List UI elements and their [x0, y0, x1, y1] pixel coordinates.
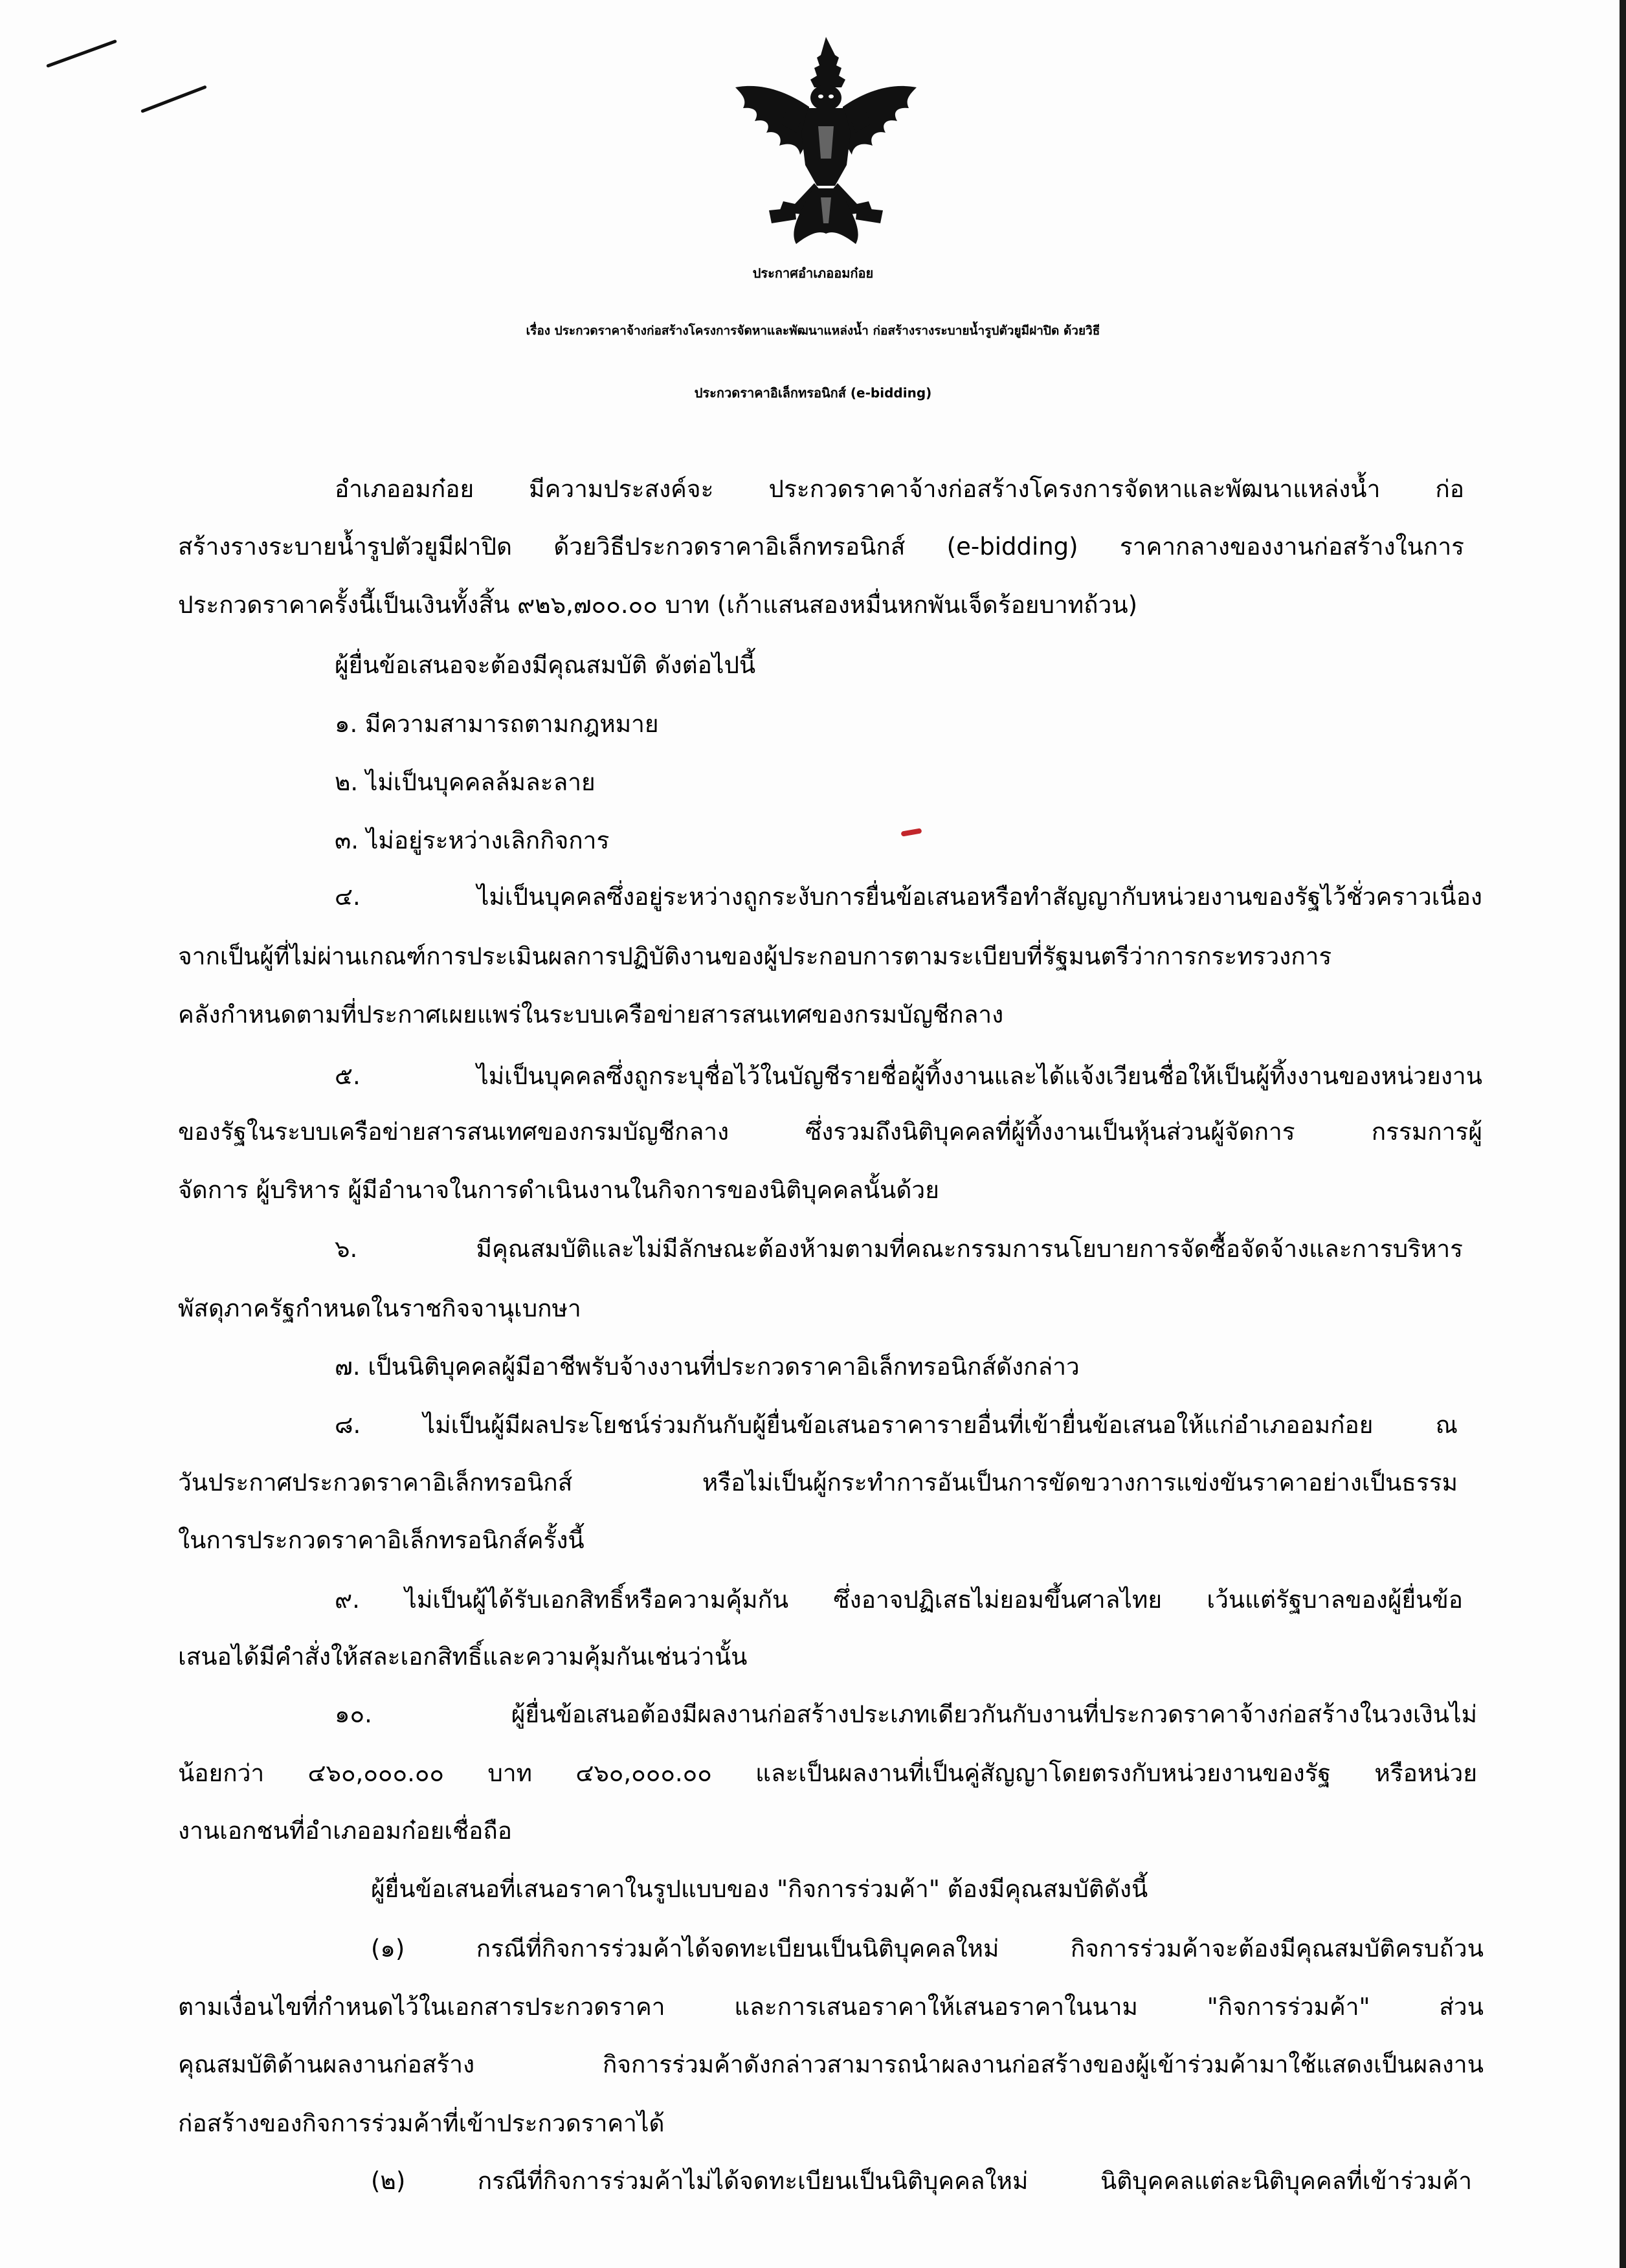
body-line: ๑๐. ผู้ยื่นข้อเสนอต้องมีผลงานก่อสร้างประเภทเดียวกันกับงานที่ประกวดราคาจ้างก่อสร้างในวงเงินไม่ — [335, 1700, 1477, 1728]
red-ink-mark — [901, 828, 922, 836]
body-line: (๒) กรณีที่กิจการร่วมค้าไม่ได้จดทะเบียนเป็นนิติบุคคลใหม่ นิติบุคคลแต่ละนิติบุคคลที่เข้าร่วมค้า — [371, 2167, 1472, 2195]
body-line: อำเภออมก๋อย มีความประสงค์จะ ประกวดราคาจ้างก่อสร้างโครงการจัดหาและพัฒนาแหล่งน้ำ ก่อ — [335, 475, 1464, 503]
announcement-subject-line-1: เรื่อง ประกวดราคาจ้างก่อสร้างโครงการจัดหาและพัฒนาแหล่งน้ำ ก่อสร้างรางระบายน้ำรูปตัวยูมีฝาปิด ด้วยวิธี — [526, 324, 1100, 338]
body-line: จัดการ ผู้บริหาร ผู้มีอำนาจในการดำเนินงานในกิจการของนิติบุคคลนั้นด้วย — [178, 1176, 939, 1204]
pen-mark — [140, 85, 207, 113]
body-line: ตามเงื่อนไขที่กำหนดไว้ในเอกสารประกวดราคา และการเสนอราคาให้เสนอราคาในนาม "กิจการร่วมค้า" ส่วน — [178, 1993, 1484, 2021]
body-line: ของรัฐในระบบเครือข่ายสารสนเทศของกรมบัญชีกลาง ซึ่งรวมถึงนิติบุคคลที่ผู้ทิ้งงานเป็นหุ้นส่วนผู้จัดการ กรรมการผู้ — [178, 1118, 1482, 1146]
body-line: พัสดุภาครัฐกำหนดในราชกิจจานุเบกษา — [178, 1295, 581, 1322]
pen-mark — [46, 39, 117, 68]
body-line: ในการประกวดราคาอิเล็กทรอนิกส์ครั้งนี้ — [178, 1526, 585, 1554]
garuda-emblem-icon — [724, 36, 928, 247]
body-line: ๒. ไม่เป็นบุคคลล้มละลาย — [335, 768, 596, 796]
body-line: สร้างรางระบายน้ำรูปตัวยูมีฝาปิด ด้วยวิธีประกวดราคาอิเล็กทรอนิกส์ (e-bidding) ราคากลางของงานก่อสร้างในการ — [178, 533, 1464, 561]
body-line: ๘. ไม่เป็นผู้มีผลประโยชน์ร่วมกันกับผู้ยื่นข้อเสนอราคารายอื่นที่เข้ายื่นข้อเสนอให้แก่อำเภออมก๋อย ณ — [335, 1411, 1458, 1439]
body-line: ๕. ไม่เป็นบุคคลซึ่งถูกระบุชื่อไว้ในบัญชีรายชื่อผู้ทิ้งงานและได้แจ้งเวียนชื่อให้เป็นผู้ทิ้งงานของหน่วยงาน — [335, 1062, 1482, 1090]
body-line: น้อยกว่า ๔๖๐,๐๐๐.๐๐ บาท ๔๖๐,๐๐๐.๐๐ และเป็นผลงานที่เป็นคู่สัญญาโดยตรงกับหน่วยงานของรัฐ หรือหน่วย — [178, 1759, 1477, 1787]
body-line: ๔. ไม่เป็นบุคคลซึ่งอยู่ระหว่างถูกระงับการยื่นข้อเสนอหรือทำสัญญากับหน่วยงานของรัฐไว้ชั่วคราวเนื่อง — [335, 883, 1482, 911]
body-line: วันประกาศประกวดราคาอิเล็กทรอนิกส์ หรือไม่เป็นผู้กระทำการอันเป็นการขัดขวางการแข่งขันราคาอย่างเป็นธรรม — [178, 1469, 1458, 1496]
body-line: ผู้ยื่นข้อเสนอที่เสนอราคาในรูปแบบของ "กิจการร่วมค้า" ต้องมีคุณสมบัติดังนี้ — [371, 1875, 1148, 1903]
body-line: (๑) กรณีที่กิจการร่วมค้าได้จดทะเบียนเป็นนิติบุคคลใหม่ กิจการร่วมค้าจะต้องมีคุณสมบัติครบถ้วน — [371, 1935, 1484, 1962]
body-line: งานเอกชนที่อำเภออมก๋อยเชื่อถือ — [178, 1817, 512, 1845]
body-line: ๖. มีคุณสมบัติและไม่มีลักษณะต้องห้ามตามที่คณะกรรมการนโยบายการจัดซื้อจัดจ้างและการบริหาร — [335, 1235, 1463, 1263]
body-line: เสนอได้มีคำสั่งให้สละเอกสิทธิ์และความคุ้มกันเช่นว่านั้น — [178, 1643, 748, 1671]
announcement-subject-line-2: ประกวดราคาอิเล็กทรอนิกส์ (e-bidding) — [694, 385, 932, 401]
body-line: ประกวดราคาครั้งนี้เป็นเงินทั้งสิ้น ๙๒๖,๗๐๐.๐๐ บาท (เก้าแสนสองหมื่นหกพันเจ็ดร้อยบาทถ้วน) — [178, 591, 1138, 619]
body-line: ๓. ไม่อยู่ระหว่างเลิกกิจการ — [335, 827, 610, 854]
body-line: คุณสมบัติด้านผลงานก่อสร้าง กิจการร่วมค้าดังกล่าวสามารถนำผลงานก่อสร้างของผู้เข้าร่วมค้ามาใช้แสดงเป็นผลงาน — [178, 2051, 1484, 2078]
body-line: จากเป็นผู้ที่ไม่ผ่านเกณฑ์การประเมินผลการปฏิบัติงานของผู้ประกอบการตามระเบียบที่รัฐมนตรีว่าการกระทรวงการ — [178, 942, 1332, 970]
scan-edge — [1620, 0, 1626, 2268]
body-line: ๙. ไม่เป็นผู้ได้รับเอกสิทธิ์หรือความคุ้มกัน ซึ่งอาจปฏิเสธไม่ยอมขึ้นศาลไทย เว้นแต่รัฐบาลของผู้ยื่นข้อ — [335, 1586, 1463, 1614]
announcement-title: ประกาศอำเภออมก๋อย — [752, 265, 874, 281]
body-line: ๑. มีความสามารถตามกฎหมาย — [335, 710, 659, 738]
body-line: ผู้ยื่นข้อเสนอจะต้องมีคุณสมบัติ ดังต่อไปนี้ — [335, 651, 756, 679]
body-line: คลังกำหนดตามที่ประกาศเผยแพร่ในระบบเครือข่ายสารสนเทศของกรมบัญชีกลาง — [178, 1001, 1004, 1028]
body-line: ก่อสร้างของกิจการร่วมค้าที่เข้าประกวดราคาได้ — [178, 2109, 665, 2137]
body-line: ๗. เป็นนิติบุคคลผู้มีอาชีพรับจ้างงานที่ประกวดราคาอิเล็กทรอนิกส์ดังกล่าว — [335, 1353, 1080, 1381]
